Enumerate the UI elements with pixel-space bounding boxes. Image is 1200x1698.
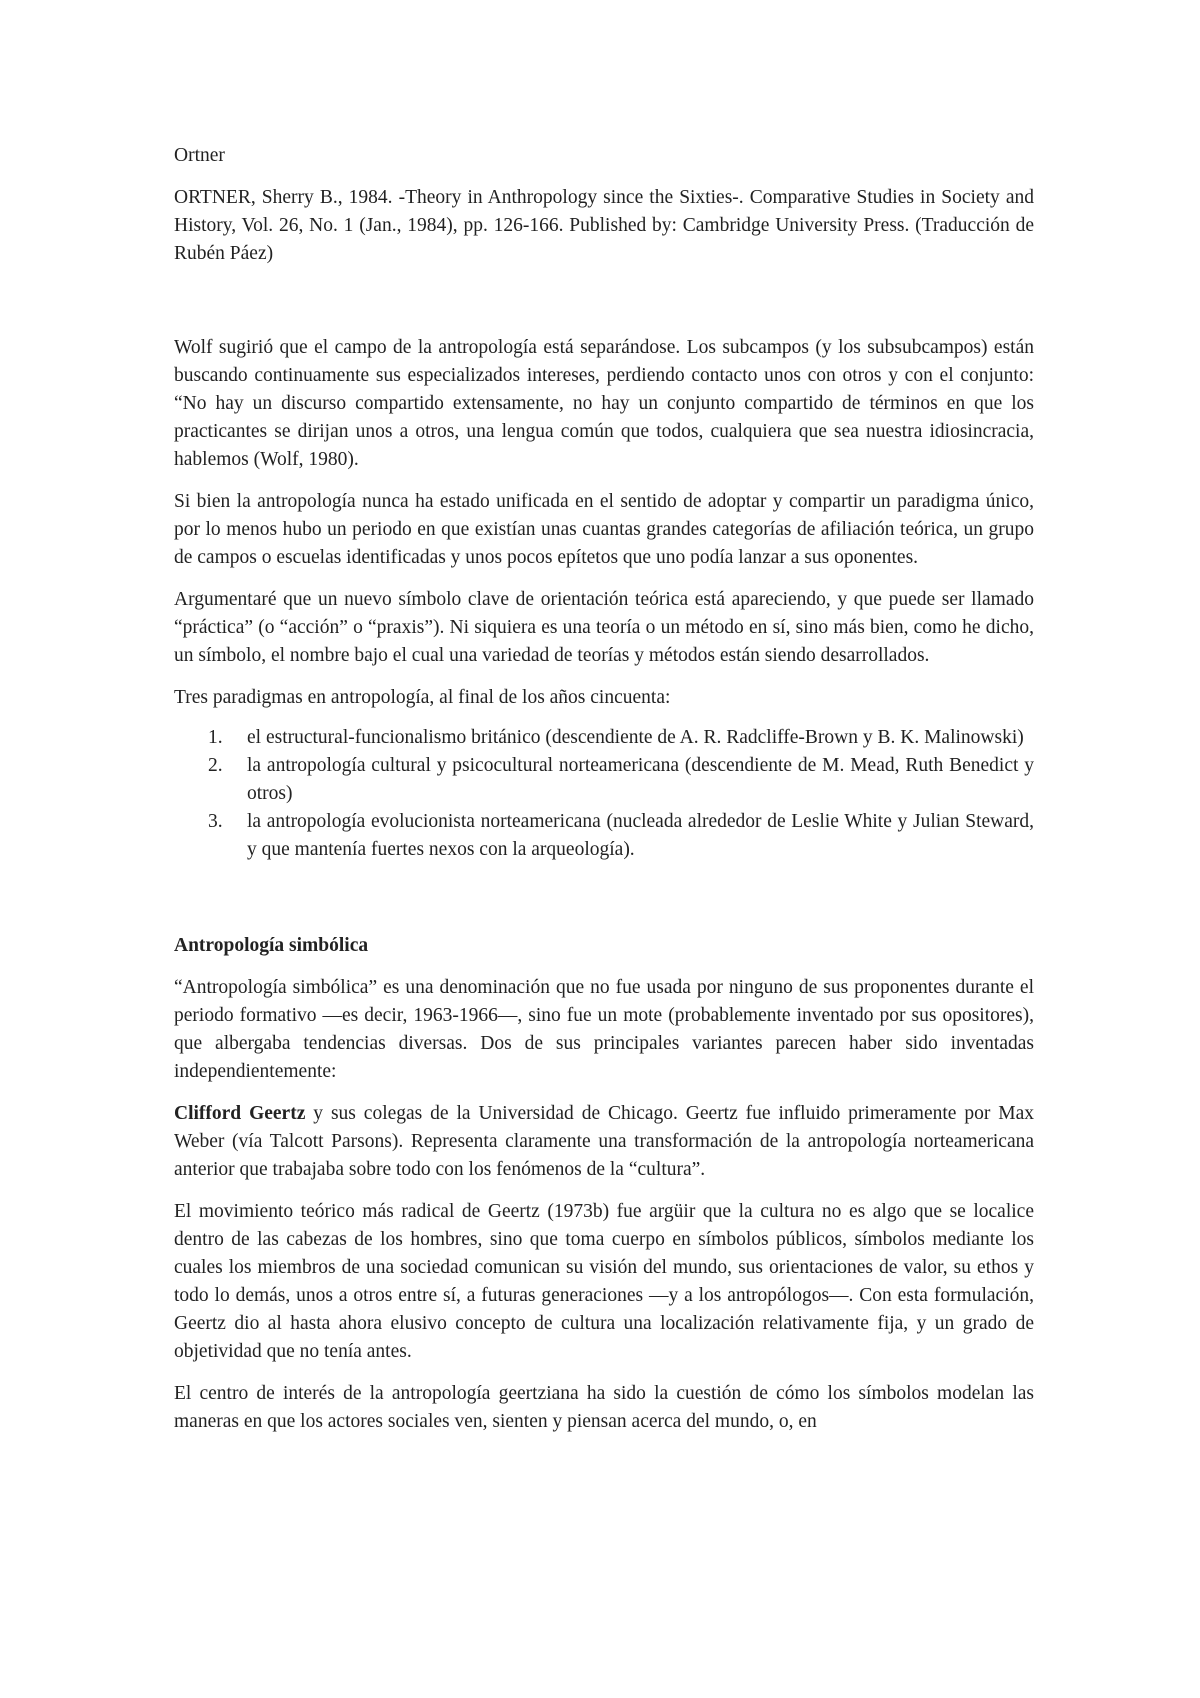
list-item-text: el estructural-funcionalismo británico (descendiente de A. R. Radcliffe-Brown y B. K. Malinowski) xyxy=(247,727,1024,748)
section-heading: Antropología simbólica xyxy=(174,935,369,956)
paragraph-practice: Argumentaré que un nuevo símbolo clave de orientación teórica está apareciendo, y que puede ser llamado “práctica” (o “acción” o “praxis”). Ni siquiera es una teoría o un método en sí, sino más bien, como he dicho, un símbolo, el nombre bajo el cual una variedad de teorías y métodos están siendo desarrollados. xyxy=(174,589,1034,666)
paragraph-symbolic-intro: “Antropología simbólica” es una denominación que no fue usada por ninguno de sus proponentes durante el periodo formativo —es decir, 1963-1966—, sino fue un mote (probablemente inventado por sus opositores), que albergaba tendencias diversas. Dos de sus principales variantes parecen haber sido inventadas independientemente: xyxy=(174,977,1034,1082)
list-item xyxy=(174,724,1034,752)
list-item xyxy=(174,752,1034,808)
paragraph-geertz-movement: El movimiento teórico más radical de Geertz (1973b) fue argüir que la cultura no es algo que se localice dentro de las cabezas de los hombres, sino que toma cuerpo en símbolos públicos, símbolos mediante los cuales los miembros de una sociedad comunican su visión del mundo, sus orientaciones de valor, su ethos y todo lo demás, unos a otros entre sí, a futuras generaciones —y a los antropólogos—. Con esta formulación, Geertz dio al hasta ahora elusivo concepto de cultura una localización relativamente fija, y un grado de objetividad que no tenía antes. xyxy=(174,1201,1034,1362)
list-item-number: 2. xyxy=(208,755,223,776)
paradigm-list xyxy=(174,724,1034,864)
paragraph-geertz xyxy=(174,1100,1034,1184)
geertz-description: y sus colegas de la Universidad de Chicago. Geertz fue influido primeramente por Max Weber (vía Talcott Parsons). Representa claramente una transformación de la antropología norteamericana anterior que trabajaba sobre todo con los fenómenos de la “cultura”. xyxy=(174,1103,1034,1180)
paragraph-geertz-center: El centro de interés de la antropología geertziana ha sido la cuestión de cómo los símbolos modelan las maneras en que los actores sociales ven, sienten y piensan acerca del mundo, o, en xyxy=(174,1383,1034,1432)
list-item-number: 3. xyxy=(208,811,223,832)
list-item-text: la antropología evolucionista norteamericana (nucleada alrededor de Leslie White y Julian Steward, y que mantenía fuertes nexos con la arqueología). xyxy=(247,811,1034,860)
paragraph-paradigm: Si bien la antropología nunca ha estado unificada en el sentido de adoptar y compartir un paradigma único, por lo menos hubo un periodo en que existían unas cuantas grandes categorías de afiliación teórica, un grupo de campos o escuelas identificadas y unos pocos epítetos que uno podía lanzar a sus oponentes. xyxy=(174,491,1034,568)
document-title: Ortner xyxy=(174,145,225,166)
list-item-number: 1. xyxy=(208,727,223,748)
paragraph-wolf: Wolf sugirió que el campo de la antropología está separándose. Los subcampos (y los subsubcampos) están buscando continuamente sus especializados intereses, perdiendo contacto unos con otros y con el conjunto: “No hay un discurso compartido extensamente, no hay un conjunto compartido de términos en que los practicantes se dirijan unos a otros, una lengua común que todos, cualquiera que sea nuestra idiosincracia, hablemos (Wolf, 1980). xyxy=(174,337,1034,470)
bibliographic-citation: ORTNER, Sherry B., 1984. -Theory in Anthropology since the Sixties-. Comparative Studies in Society and History, Vol. 26, No. 1 (Jan., 1984), pp. 126-166. Published by: Cambridge University Press. (Traducción de Rubén Páez) xyxy=(174,187,1034,264)
list-item xyxy=(174,808,1034,864)
list-item-text: la antropología cultural y psicocultural norteamericana (descendiente de M. Mead, Ruth Benedict y otros) xyxy=(247,755,1034,804)
geertz-name: Clifford Geertz xyxy=(174,1103,306,1124)
list-intro: Tres paradigmas en antropología, al final de los años cincuenta: xyxy=(174,687,671,708)
